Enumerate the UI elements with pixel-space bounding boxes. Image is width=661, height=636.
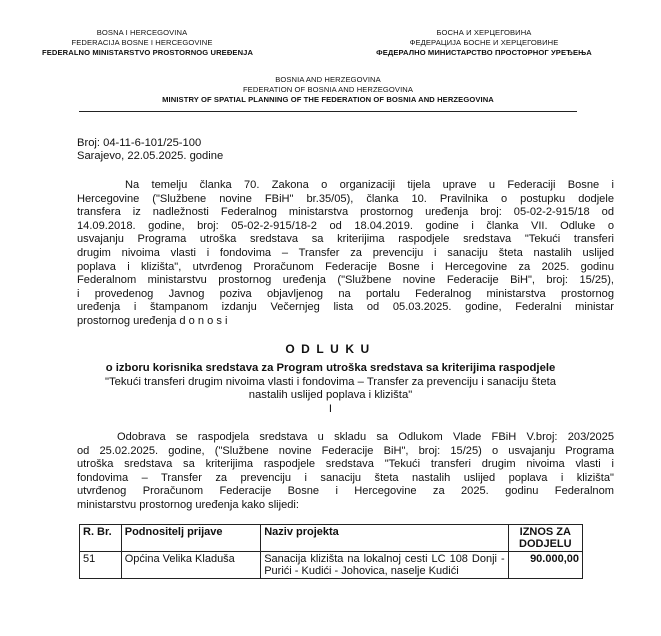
header-podnositelj: Podnositelj prijave [121, 525, 260, 552]
decision-subtitle: o izboru korisnika sredstava za Program utroška sredstava sa kriterijima raspodjele [105, 362, 556, 374]
header-iznos: IZNOS ZA DODJELU [508, 525, 582, 552]
header-right-line1: БОСНА И ХЕРЦЕГОВИНА [436, 28, 532, 37]
header-left-line2: FEDERACIJA BOSNE I HERCEGOVINE [71, 38, 213, 48]
header-center-line2: FEDERATION OF BOSNIA AND HERZEGOVINA [242, 85, 414, 95]
intro-line: Hercegovine ("Službene novine FBiH" br.35/05), članka 10. Pravilnika o postupku dodjele [77, 192, 614, 205]
section-number: I [328, 403, 333, 415]
body-line: fondovima – Transfer za prevenciju i sanaciju šteta nastalih uslijed poplava i klizišta" [77, 471, 614, 484]
cell-projekt: Sanacija klizišta na lokalnoj cesti LC 108 Donji -Purići - Kudići - Johovica, naselje Kudići [261, 552, 508, 579]
document-meta [77, 137, 223, 163]
header-center-line3: MINISTRY OF SPATIAL PLANNING OF THE FEDERATION OF BOSNIA AND HERZEGOVINA [162, 95, 494, 105]
intro-line: uređenja i štampanom izdanju Večernjeg lista od 05.03.2025. godine, Federalni ministar [77, 301, 614, 314]
intro-line: Federalnom ministarstvu prostornog uređenja ("Službene novine Federacije BiH", broj: 15/25), [77, 274, 614, 287]
cell-podnositelj: Općina Velika Kladuša [121, 552, 260, 579]
allocation-table [79, 524, 583, 579]
intro-line: usvajanju Programa utroška sredstava sa kriterijima raspodjele sredstava "Tekući transferi [77, 233, 614, 246]
intro-line: Na temelju članka 70. Zakona o organizaciji tijela uprave u Federaciji Bosne i [125, 179, 614, 191]
header-divider [79, 111, 577, 112]
decision-title: ODLUKU [285, 342, 376, 356]
header-center-line1: BOSNIA AND HERZEGOVINA [275, 75, 381, 84]
cell-iznos: 90.000,00 [508, 552, 582, 579]
cell-rb: 51 [80, 552, 122, 579]
header-left [42, 28, 254, 59]
body-line: od 25.02.2025. godine, ("Službene novine Federacije BiH", broj: 15/25) o usvajanju Programa [77, 444, 614, 457]
decision-subtitle-line1: "Tekući transferi drugim nivoima vlasti i fondovima – Transfer za prevenciju i sanaciju šteta [104, 376, 557, 388]
header-left-line1: BOSNA I HERCEGOVINA [96, 28, 188, 37]
body-line: utvrđenog Proračunom Federacije Bosne i Hercegovine za 2025. godinu Federalnom [77, 485, 614, 498]
body-line: ministarstvu prostornog uređenja kako slijedi: [77, 498, 299, 511]
decision-subtitle-line2: nastalih uslijed poplava i klizišta" [248, 389, 413, 401]
header-center [113, 75, 543, 106]
body-line: utroška sredstava sa kriterijima raspodjele sredstava "Tekući transferi drugim nivoima vlasti i [77, 458, 614, 471]
table-header-row [80, 525, 583, 552]
body-line: Odobrava se raspodjela sredstava u skladu sa Odlukom Vlade FBiH V.broj: 203/2025 [117, 431, 614, 443]
header-right [363, 28, 605, 59]
place-date: Sarajevo, 22.05.2025. godine [77, 150, 224, 163]
table-row [80, 552, 583, 579]
header-right-line3: ФЕДЕРАЛНО МИНИСТАРСТВО ПРОСТОРНОГ УРЕЂЕЊА [376, 48, 592, 58]
intro-line: prostornog uređenja d o n o s i [77, 314, 228, 327]
intro-line: i provedenog Javnog poziva objavljenog na portalu Federalnog ministarstva prostornog [77, 287, 614, 300]
body-paragraph [77, 431, 614, 513]
intro-line: transfera iz nadležnosti Federalnog ministarstva prostornog uređenja broj: 05-02-2-915/18 od [77, 206, 614, 219]
header-projekt: Naziv projekta [261, 525, 508, 552]
intro-paragraph [77, 179, 614, 329]
header-rb: R. Br. [80, 525, 122, 552]
intro-line: poplava i klizišta", utvrđenog Proračunom Federacije Bosne i Hercegovine za 2025. godinu [77, 260, 614, 273]
intro-line: 14.09.2018. godine, broj: 05-02-2-915/18-2 od 18.04.2019. godine i članka VII. Odluke o [77, 219, 614, 232]
intro-line: drugim nivoima vlasti i fondovima – Transfer za prevenciju i sanaciju šteta nastalih uslijed [77, 246, 614, 259]
header-right-line2: ФЕДЕРАЦИЈА БОСНЕ И ХЕРЦЕГОВИНЕ [409, 38, 559, 48]
header-left-line3: FEDERALNO MINISTARSTVO PROSTORNOG UREĐENJA [42, 48, 254, 58]
reference-number: Broj: 04-11-6-101/25-100 [77, 137, 202, 149]
